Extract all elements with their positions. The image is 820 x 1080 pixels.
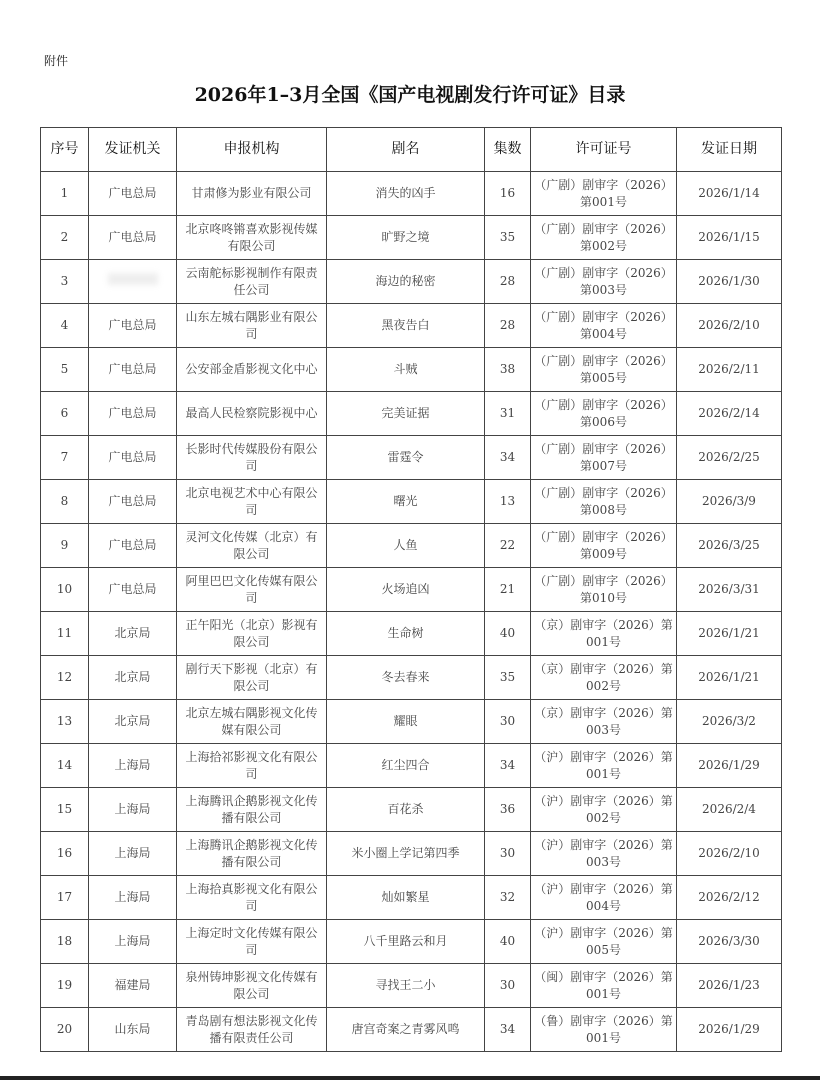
- cell-license: （广剧）剧审字（2026）第008号: [531, 480, 677, 524]
- cell-license: （京）剧审字（2026）第003号: [531, 700, 677, 744]
- cell-episodes: 13: [485, 480, 531, 524]
- cell-applicant: 灵河文化传媒（北京）有限公司: [177, 524, 327, 568]
- cell-date: 2026/1/14: [677, 172, 782, 216]
- cell-authority: [89, 260, 177, 304]
- cell-episodes: 16: [485, 172, 531, 216]
- cell-license: （京）剧审字（2026）第002号: [531, 656, 677, 700]
- cell-no: 11: [41, 612, 89, 656]
- table-row: [41, 700, 782, 744]
- cell-date: 2026/3/2: [677, 700, 782, 744]
- cell-license: （广剧）剧审字（2026）第009号: [531, 524, 677, 568]
- cell-drama: 米小圈上学记第四季: [327, 832, 485, 876]
- cell-authority: 上海局: [89, 832, 177, 876]
- header-drama: 剧名: [327, 128, 485, 172]
- table-row: [41, 876, 782, 920]
- cell-applicant: 上海定时文化传媒有限公司: [177, 920, 327, 964]
- cell-drama: 红尘四合: [327, 744, 485, 788]
- table-row: [41, 480, 782, 524]
- table-header-row: [41, 128, 782, 172]
- table-row: [41, 964, 782, 1008]
- cell-drama: 斗贼: [327, 348, 485, 392]
- cell-episodes: 34: [485, 744, 531, 788]
- cell-applicant: 甘肃修为影业有限公司: [177, 172, 327, 216]
- cell-drama: 冬去春来: [327, 656, 485, 700]
- cell-date: 2026/2/14: [677, 392, 782, 436]
- cell-date: 2026/1/15: [677, 216, 782, 260]
- cell-authority: 广电总局: [89, 216, 177, 260]
- cell-authority: 广电总局: [89, 480, 177, 524]
- cell-episodes: 28: [485, 304, 531, 348]
- table-row: [41, 920, 782, 964]
- cell-episodes: 21: [485, 568, 531, 612]
- cell-episodes: 34: [485, 1008, 531, 1052]
- cell-date: 2026/2/4: [677, 788, 782, 832]
- cell-drama: 黑夜告白: [327, 304, 485, 348]
- cell-episodes: 22: [485, 524, 531, 568]
- cell-authority: 上海局: [89, 744, 177, 788]
- cell-authority: 广电总局: [89, 348, 177, 392]
- cell-drama: 唐宫奇案之青雾风鸣: [327, 1008, 485, 1052]
- table-row: [41, 832, 782, 876]
- cell-episodes: 35: [485, 216, 531, 260]
- header-license: 许可证号: [531, 128, 677, 172]
- cell-applicant: 上海拾真影视文化有限公司: [177, 876, 327, 920]
- cell-drama: 海边的秘密: [327, 260, 485, 304]
- cell-license: （鲁）剧审字（2026）第001号: [531, 1008, 677, 1052]
- cell-license: （广剧）剧审字（2026）第006号: [531, 392, 677, 436]
- cell-applicant: 青岛剧有想法影视文化传播有限责任公司: [177, 1008, 327, 1052]
- cell-no: 15: [41, 788, 89, 832]
- cell-applicant: 公安部金盾影视文化中心: [177, 348, 327, 392]
- table-row: [41, 788, 782, 832]
- cell-drama: 耀眼: [327, 700, 485, 744]
- cell-date: 2026/3/25: [677, 524, 782, 568]
- cell-episodes: 40: [485, 612, 531, 656]
- document-title: 2026年1–3月全国《国产电视剧发行许可证》目录: [194, 84, 626, 106]
- table-row: [41, 656, 782, 700]
- cell-applicant: 北京左城右隅影视文化传媒有限公司: [177, 700, 327, 744]
- cell-episodes: 40: [485, 920, 531, 964]
- cell-date: 2026/2/25: [677, 436, 782, 480]
- cell-license: （闽）剧审字（2026）第001号: [531, 964, 677, 1008]
- cell-episodes: 30: [485, 700, 531, 744]
- cell-license: （沪）剧审字（2026）第005号: [531, 920, 677, 964]
- cell-license: （京）剧审字（2026）第001号: [531, 612, 677, 656]
- cell-episodes: 30: [485, 832, 531, 876]
- cell-date: 2026/3/9: [677, 480, 782, 524]
- cell-drama: 百花杀: [327, 788, 485, 832]
- cell-license: （沪）剧审字（2026）第003号: [531, 832, 677, 876]
- license-table: [40, 127, 782, 1052]
- cell-episodes: 30: [485, 964, 531, 1008]
- header-authority: 发证机关: [89, 128, 177, 172]
- cell-no: 19: [41, 964, 89, 1008]
- cell-authority: 广电总局: [89, 524, 177, 568]
- header-episodes: 集数: [485, 128, 531, 172]
- cell-drama: 八千里路云和月: [327, 920, 485, 964]
- cell-applicant: 北京电视艺术中心有限公司: [177, 480, 327, 524]
- cell-no: 3: [41, 260, 89, 304]
- cell-authority: 广电总局: [89, 304, 177, 348]
- table-row: [41, 524, 782, 568]
- cell-no: 2: [41, 216, 89, 260]
- cell-episodes: 34: [485, 436, 531, 480]
- cell-date: 2026/1/29: [677, 1008, 782, 1052]
- cell-license: （广剧）剧审字（2026）第007号: [531, 436, 677, 480]
- cell-drama: 寻找王二小: [327, 964, 485, 1008]
- cell-applicant: 云南舵标影视制作有限责任公司: [177, 260, 327, 304]
- cell-date: 2026/1/21: [677, 656, 782, 700]
- cell-drama: 完美证据: [327, 392, 485, 436]
- table-row: [41, 744, 782, 788]
- cell-date: 2026/1/23: [677, 964, 782, 1008]
- cell-drama: 火场追凶: [327, 568, 485, 612]
- cell-drama: 旷野之境: [327, 216, 485, 260]
- cell-no: 7: [41, 436, 89, 480]
- cell-date: 2026/1/29: [677, 744, 782, 788]
- cell-no: 4: [41, 304, 89, 348]
- cell-episodes: 38: [485, 348, 531, 392]
- cell-license: （沪）剧审字（2026）第004号: [531, 876, 677, 920]
- cell-no: 12: [41, 656, 89, 700]
- cell-license: （沪）剧审字（2026）第002号: [531, 788, 677, 832]
- cell-applicant: 阿里巴巴文化传媒有限公司: [177, 568, 327, 612]
- cell-license: （广剧）剧审字（2026）第003号: [531, 260, 677, 304]
- redacted-blur: [108, 273, 158, 285]
- table-row: [41, 260, 782, 304]
- cell-episodes: 36: [485, 788, 531, 832]
- cell-applicant: 正午阳光（北京）影视有限公司: [177, 612, 327, 656]
- cell-authority: 北京局: [89, 656, 177, 700]
- cell-drama: 生命树: [327, 612, 485, 656]
- cell-no: 14: [41, 744, 89, 788]
- cell-no: 20: [41, 1008, 89, 1052]
- cell-no: 18: [41, 920, 89, 964]
- cell-authority: 广电总局: [89, 392, 177, 436]
- cell-no: 10: [41, 568, 89, 612]
- cell-applicant: 最高人民检察院影视中心: [177, 392, 327, 436]
- cell-no: 13: [41, 700, 89, 744]
- table-row: [41, 216, 782, 260]
- cell-authority: 上海局: [89, 920, 177, 964]
- cell-drama: 人鱼: [327, 524, 485, 568]
- cell-authority: 广电总局: [89, 172, 177, 216]
- cell-authority: 广电总局: [89, 436, 177, 480]
- cell-no: 6: [41, 392, 89, 436]
- table-row: [41, 436, 782, 480]
- cell-episodes: 28: [485, 260, 531, 304]
- cell-license: （沪）剧审字（2026）第001号: [531, 744, 677, 788]
- table-row: [41, 348, 782, 392]
- cell-episodes: 31: [485, 392, 531, 436]
- cell-no: 8: [41, 480, 89, 524]
- cell-date: 2026/2/12: [677, 876, 782, 920]
- cell-applicant: 上海拾祁影视文化有限公司: [177, 744, 327, 788]
- cell-no: 17: [41, 876, 89, 920]
- cell-no: 5: [41, 348, 89, 392]
- cell-authority: 山东局: [89, 1008, 177, 1052]
- cell-license: （广剧）剧审字（2026）第010号: [531, 568, 677, 612]
- cell-authority: 北京局: [89, 612, 177, 656]
- cell-license: （广剧）剧审字（2026）第002号: [531, 216, 677, 260]
- cell-date: 2026/2/11: [677, 348, 782, 392]
- cell-applicant: 上海腾讯企鹅影视文化传播有限公司: [177, 788, 327, 832]
- cell-applicant: 剧行天下影视（北京）有限公司: [177, 656, 327, 700]
- cell-applicant: 泉州铸坤影视文化传媒有限公司: [177, 964, 327, 1008]
- attachment-label: 附件: [44, 54, 69, 68]
- cell-drama: 雷霆令: [327, 436, 485, 480]
- cell-license: （广剧）剧审字（2026）第001号: [531, 172, 677, 216]
- table-row: [41, 568, 782, 612]
- cell-date: 2026/3/31: [677, 568, 782, 612]
- table-row: [41, 392, 782, 436]
- cell-applicant: 北京咚咚锵喜欢影视传媒有限公司: [177, 216, 327, 260]
- cell-authority: 上海局: [89, 876, 177, 920]
- header-date: 发证日期: [677, 128, 782, 172]
- cell-license: （广剧）剧审字（2026）第005号: [531, 348, 677, 392]
- header-applicant: 申报机构: [177, 128, 327, 172]
- cell-authority: 广电总局: [89, 568, 177, 612]
- cell-episodes: 32: [485, 876, 531, 920]
- cell-drama: 曙光: [327, 480, 485, 524]
- cell-no: 16: [41, 832, 89, 876]
- cell-applicant: 上海腾讯企鹅影视文化传播有限公司: [177, 832, 327, 876]
- table-row: [41, 612, 782, 656]
- cell-episodes: 35: [485, 656, 531, 700]
- cell-no: 9: [41, 524, 89, 568]
- cell-drama: 灿如繁星: [327, 876, 485, 920]
- cell-no: 1: [41, 172, 89, 216]
- table-row: [41, 172, 782, 216]
- cell-date: 2026/1/30: [677, 260, 782, 304]
- cell-drama: 消失的凶手: [327, 172, 485, 216]
- cell-license: （广剧）剧审字（2026）第004号: [531, 304, 677, 348]
- cell-date: 2026/3/30: [677, 920, 782, 964]
- cell-date: 2026/2/10: [677, 304, 782, 348]
- cell-applicant: 山东左城右隅影业有限公司: [177, 304, 327, 348]
- bottom-edge: [0, 1076, 820, 1080]
- cell-date: 2026/1/21: [677, 612, 782, 656]
- cell-authority: 上海局: [89, 788, 177, 832]
- cell-authority: 福建局: [89, 964, 177, 1008]
- table-row: [41, 304, 782, 348]
- cell-authority: 北京局: [89, 700, 177, 744]
- table-row: [41, 1008, 782, 1052]
- cell-applicant: 长影时代传媒股份有限公司: [177, 436, 327, 480]
- header-no: 序号: [41, 128, 89, 172]
- cell-date: 2026/2/10: [677, 832, 782, 876]
